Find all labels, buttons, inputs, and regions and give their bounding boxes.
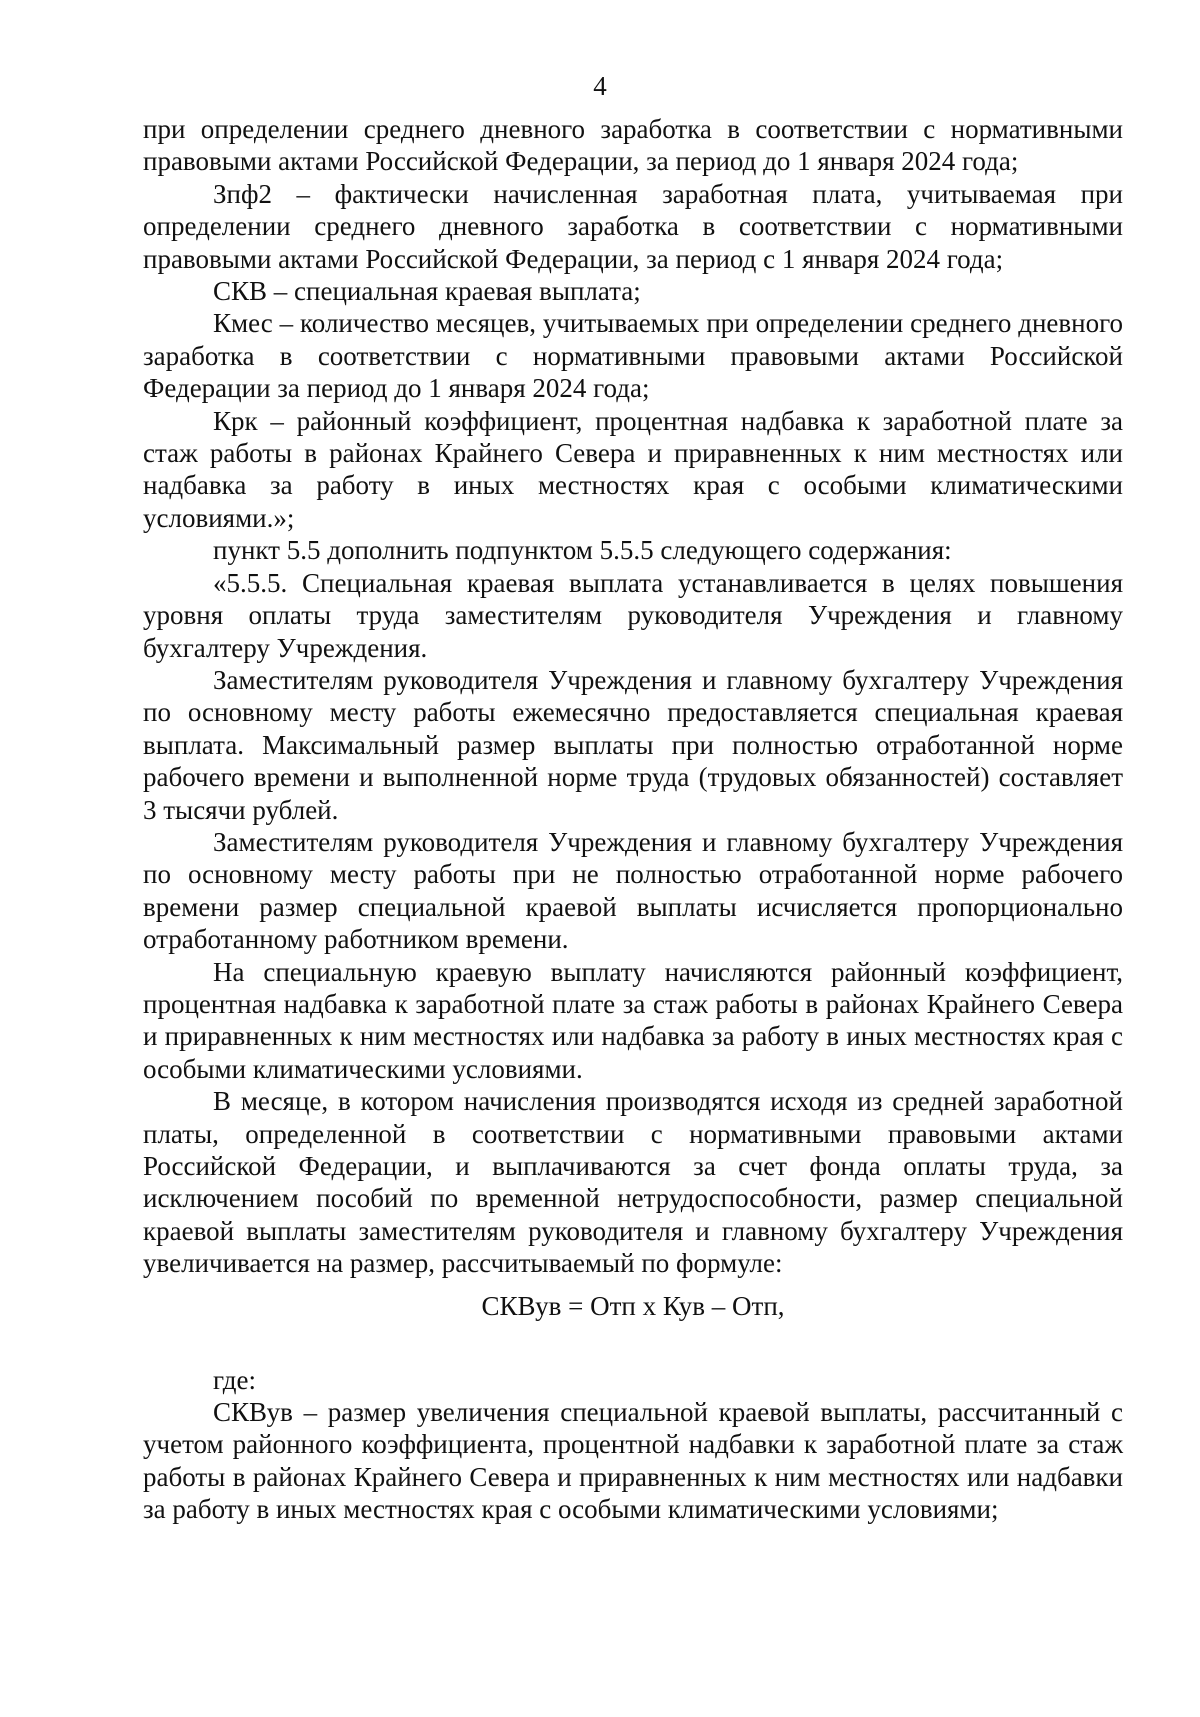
definition-krk: Крк – районный коэффициент, процентная надбавка к заработной плате за стаж работы в районах Крайнего Севера и приравненных к ним местностях или надбавка за работу в иных местностях края с особыми климатическими условиями.»; [143,405,1123,533]
paragraph-continuation: при определении среднего дневного заработка в соответствии с нормативными правовыми актами Российской Федерации, за период до 1 января 2024 года; [143,114,1123,177]
amendment-intro: пункт 5.5 дополнить подпунктом 5.5.5 следующего содержания: [213,535,952,566]
page-number: 4 [593,71,607,101]
definition-kmes: Кмес – количество месяцев, учитываемых при определении среднего дневного заработка в соответствии с нормативными правовыми актами Российской Федерации за период до 1 января 2024 года; [143,308,1123,404]
definition-skvuv: СКВув – размер увеличения специальной краевой выплаты, рассчитанный с учетом районного коэффициента, процентной надбавки к заработной плате за стаж работы в районах Крайнего Севера и приравненных к ним местностях или надбавки за работу в иных местностях края с особыми климатическими условиями; [143,1397,1123,1525]
definition-skv: СКВ – специальная краевая выплата; [213,276,641,307]
definition-zpf2: Зпф2 – фактически начисленная заработная плата, учитываемая при определении среднего дневного заработка в соответствии с нормативными правовыми актами Российской Федерации, за период с 1 января 2024 года; [143,178,1123,274]
subclause-5-5-5: «5.5.5. Специальная краевая выплата устанавливается в целях повышения уровня оплаты труда заместителям руководителя Учреждения и главному бухгалтеру Учреждения. [143,567,1123,663]
formula: СКВув = Отп х Кув – Отп, [481,1290,785,1321]
paragraph-coefficients: На специальную краевую выплату начисляются районный коэффициент, процентная надбавка к заработной плате за стаж работы в районах Крайнего Севера и приравненных к ним местностях или надбавка за работу в иных местностях края с особыми климатическими условиями. [143,956,1123,1084]
paragraph-proportional-payment: Заместителям руководителя Учреждения и главному бухгалтеру Учреждения по основному месту работы при не полностью отработанной норме рабочего времени размер специальной краевой выплаты исчисляется пропорционально отработанному работником времени. [143,826,1123,955]
paragraph-monthly-payment: Заместителям руководителя Учреждения и главному бухгалтеру Учреждения по основному месту работы ежемесячно предоставляется специальная краевая выплата. Максимальный размер выплаты при полностью отработанной норме рабочего времени и выполненной норме труда (трудовых обязанностей) составляет 3 тысячи рублей. [143,664,1123,825]
document-body [143,113,1123,1526]
paragraph-increase-formula-intro: В месяце, в котором начисления производятся исходя из средней заработной платы, определенной в соответствии с нормативными правовыми актами Российской Федерации, и выплачиваются за счет фонда оплаты труда, за исключением пособий по временной нетрудоспособности, размер специальной краевой выплаты заместителям руководителя и главному бухгалтеру Учреждения увеличивается на размер, рассчитываемый по формуле: [143,1086,1123,1279]
where-label: где: [213,1364,256,1395]
